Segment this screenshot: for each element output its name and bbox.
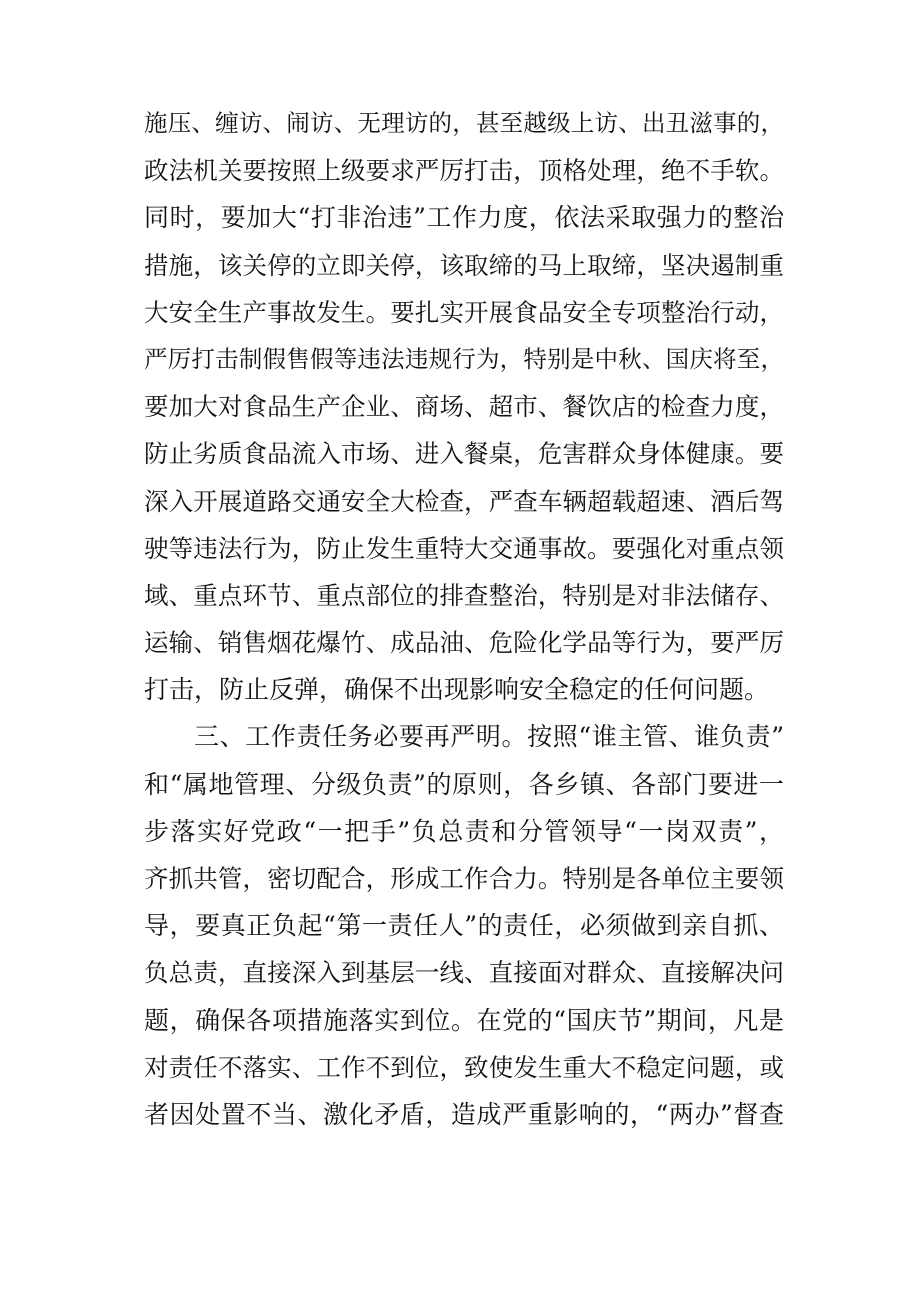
- text-line: 政法机关要按照上级要求严厉打击，顶格处理，绝不手软。: [144, 156, 784, 186]
- text-line: 负总责，直接深入到基层一线、直接面对群众、直接解决问: [144, 958, 784, 988]
- text-line: 齐抓共管，密切配合，形成工作合力。特别是各单位主要领: [144, 864, 784, 893]
- text-line: 运输、销售烟花爆竹、成品油、危险化学品等行为，要严厉: [144, 628, 784, 658]
- text-line: 深入开展道路交通安全大检查，严查车辆超载超速、酒后驾: [144, 486, 784, 516]
- text-line: 题，确保各项措施落实到位。在党的“国庆节”期间，凡是: [144, 1005, 784, 1035]
- text-line: 驶等违法行为，防止发生重特大交通事故。要强化对重点领: [144, 533, 784, 563]
- text-line: 域、重点环节、重点部位的排查整治，特别是对非法储存、: [144, 580, 784, 610]
- text-line: 对责任不落实、工作不到位，致使发生重大不稳定问题，或: [144, 1052, 784, 1082]
- text-line: 要加大对食品生产企业、商场、超市、餐饮店的检查力度，: [144, 392, 784, 422]
- text-line: 防止劣质食品流入市场、进入餐桌，危害群众身体健康。要: [144, 439, 784, 469]
- text-line: 施压、缠访、闹访、无理访的，甚至越级上访、出丑滋事的，: [144, 109, 784, 137]
- paragraph-last-line: 打击，防止反弹，确保不出现影响安全稳定的任何问题。: [144, 675, 770, 705]
- text-line: 步落实好党政“一把手”负总责和分管领导“一岗双责”，: [144, 816, 784, 846]
- text-line: 大安全生产事故发生。要扎实开展食品安全专项整治行动，: [144, 297, 784, 327]
- text-line: 措施，该关停的立即关停，该取缔的马上取缔，坚决遏制重: [144, 250, 784, 280]
- text-line: 严厉打击制假售假等违法违规行为，特别是中秋、国庆将至，: [144, 344, 784, 373]
- section-heading-line: 三、工作责任务必要再严明。按照“谁主管、谁负责”: [194, 722, 784, 752]
- text-line: 者因处置不当、激化矛盾，造成严重影响的，“两办”督查: [144, 1099, 784, 1129]
- text-line: 导，要真正负起“第一责任人”的责任，必须做到亲自抓、: [144, 911, 784, 941]
- text-line: 和“属地管理、分级负责”的原则，各乡镇、各部门要进一: [144, 769, 784, 799]
- text-line: 同时，要加大“打非治违”工作力度，依法采取强力的整治: [144, 203, 784, 233]
- body-text: [144, 100, 784, 1138]
